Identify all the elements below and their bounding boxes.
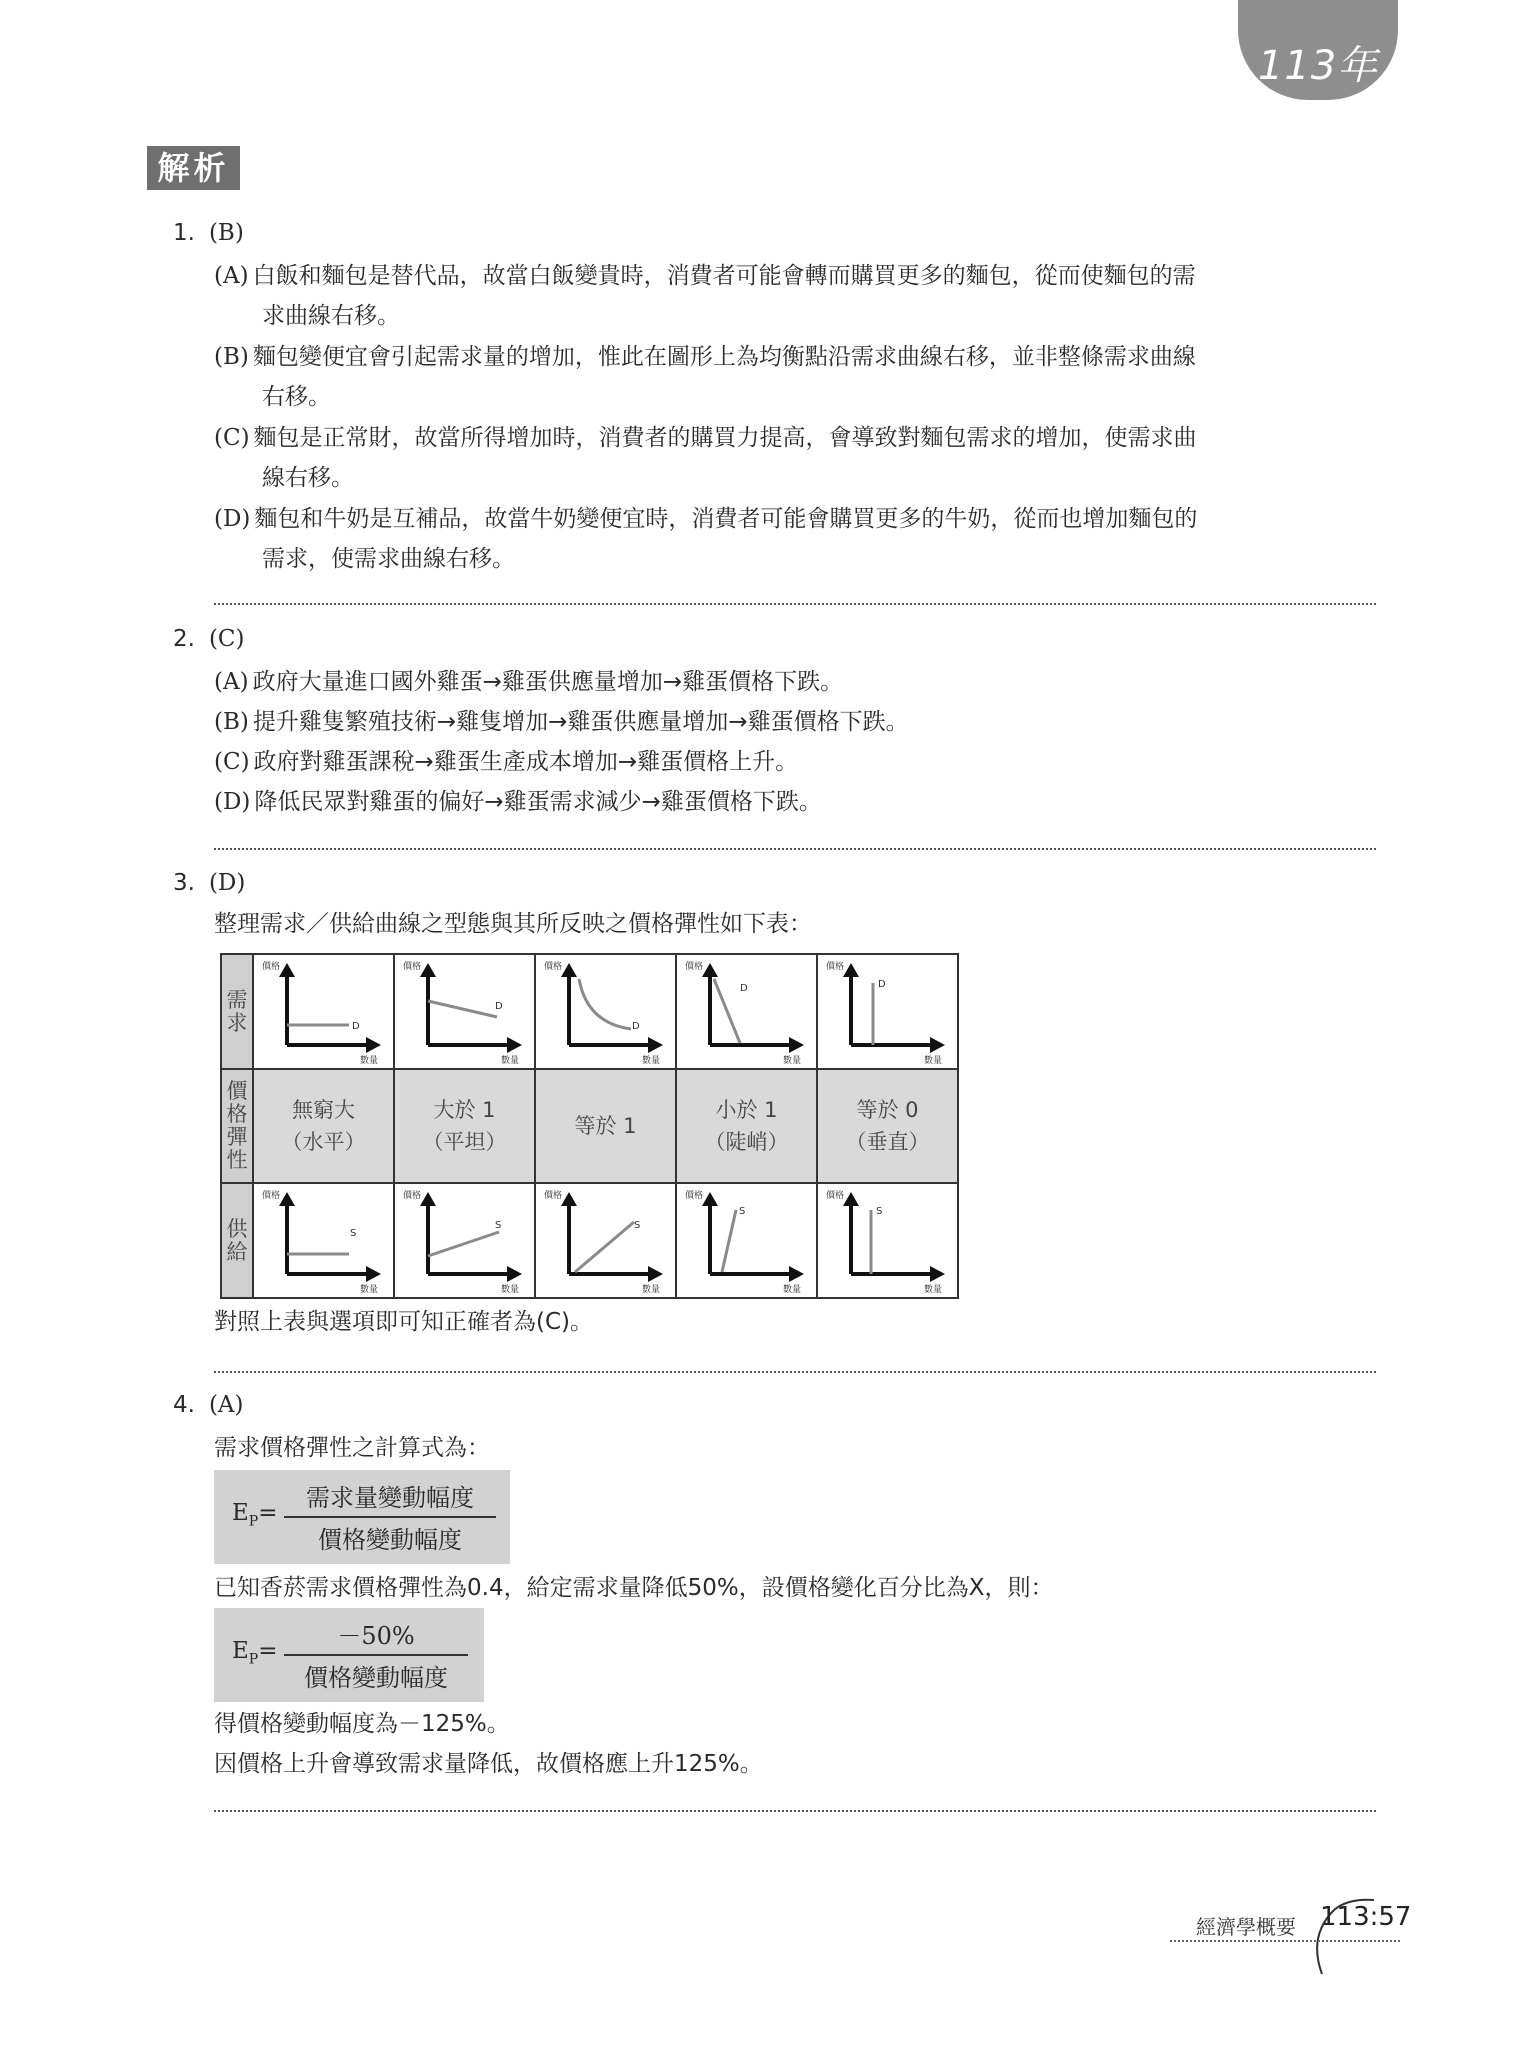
formula-box-1 — [214, 1470, 510, 1564]
axis-label-price: 價格 — [544, 962, 563, 972]
supply-curve-label: S — [350, 1228, 357, 1239]
axis-label-price: 價格 — [262, 962, 281, 972]
q1-option-d-line1: 麵包和牛奶是互補品，故當牛奶變便宜時，消費者可能會購買更多的牛奶，從而也增加麵包的 — [254, 506, 1198, 532]
axis-arrow — [648, 1037, 663, 1053]
table-row-demand — [221, 954, 958, 1069]
axis-label-quantity: 數量 — [501, 1285, 520, 1295]
axis-arrow — [507, 1037, 522, 1053]
axis-arrow — [930, 1037, 945, 1053]
axis-label-price: 價格 — [685, 962, 704, 972]
separator — [214, 1371, 1376, 1373]
footer-book-title: 經濟學概要 — [1196, 1915, 1296, 1939]
ep-symbol: $E_P=$ — [232, 1638, 278, 1668]
demand-curve-steep — [714, 979, 740, 1043]
page-number: 113:57 — [1320, 1902, 1412, 1932]
q1-option-b-label: (B) — [214, 344, 249, 370]
axis-arrow — [279, 963, 295, 977]
q1-answer: (B) — [208, 220, 244, 246]
axis-lines — [569, 1198, 656, 1274]
q1-option-d — [214, 499, 1376, 579]
axis-label-price: 價格 — [544, 1191, 563, 1201]
supply-graph-steep — [676, 1183, 817, 1298]
axis-arrow — [702, 963, 718, 977]
demand-graph-unit — [535, 954, 676, 1069]
q1-option-c — [214, 418, 1376, 498]
axis-arrow — [366, 1266, 381, 1282]
q3-conclusion: 對照上表與選項即可知正確者為(C)。 — [214, 1309, 594, 1335]
axis-lines — [851, 1198, 938, 1274]
q4-answer: (A) — [208, 1392, 244, 1418]
axis-arrow — [279, 1192, 295, 1206]
q2-option-a-text: 政府大量進口國外雞蛋→雞蛋供應量增加→雞蛋價格下跌。 — [252, 669, 844, 695]
axis-label-quantity: 數量 — [783, 1056, 802, 1066]
axis-arrow — [930, 1266, 945, 1282]
axis-label-quantity: 數量 — [360, 1285, 379, 1295]
supply-graph-flat — [394, 1183, 535, 1298]
q3-heading — [173, 870, 245, 896]
axis-label-quantity: 數量 — [501, 1056, 520, 1066]
q1-option-b — [214, 337, 1376, 417]
footer-dotted-line — [1170, 1940, 1400, 1942]
q1-option-c-label: (C) — [214, 425, 250, 451]
axis-arrow — [420, 1192, 436, 1206]
axis-arrow — [561, 1192, 577, 1206]
ep-symbol: $E_P=$ — [232, 1500, 278, 1530]
q1-option-d-line2: 需求，使需求曲線右移。 — [262, 546, 515, 572]
demand-curve-label: D — [495, 1001, 503, 1012]
q1-option-b-line1: 麵包變便宜會引起需求量的增加，惟此在圖形上為均衡點沿需求曲線右移，並非整條需求曲線 — [252, 344, 1196, 370]
axis-arrow — [843, 1192, 859, 1206]
supply-graph-vertical — [817, 1183, 958, 1298]
q2-heading — [173, 626, 245, 652]
q2-option-c — [214, 742, 798, 782]
demand-graph-vertical — [817, 954, 958, 1069]
fraction-bar — [284, 1516, 496, 1518]
axis-arrow — [843, 963, 859, 977]
supply-curve-steep — [722, 1210, 736, 1272]
axis-arrow — [789, 1266, 804, 1282]
axis-label-price: 價格 — [826, 962, 845, 972]
demand-curve-label: D — [740, 983, 748, 994]
demand-graph-horizontal — [253, 954, 394, 1069]
q3-number: 3. — [173, 870, 195, 896]
axis-lines — [569, 969, 656, 1045]
separator — [214, 1810, 1376, 1812]
formula1-numerator: 需求量變動幅度 — [306, 1484, 474, 1512]
q2-option-c-label: (C) — [214, 749, 250, 775]
axis-label-price: 價格 — [403, 1191, 422, 1201]
demand-curve-label: D — [352, 1021, 360, 1032]
demand-graph-flat — [394, 954, 535, 1069]
axis-label-quantity: 數量 — [360, 1056, 379, 1066]
q2-option-d-label: (D) — [214, 789, 251, 815]
axis-arrow — [507, 1266, 522, 1282]
supply-curve-label: S — [739, 1206, 746, 1217]
axis-lines — [851, 969, 938, 1045]
table-row-supply — [221, 1183, 958, 1298]
row-header-supply: 供給 — [221, 1183, 253, 1298]
axis-arrow — [561, 963, 577, 977]
fraction-bar — [284, 1654, 468, 1656]
supply-graph-horizontal — [253, 1183, 394, 1298]
axis-label-quantity: 數量 — [783, 1285, 802, 1295]
q2-option-a-label: (A) — [214, 669, 249, 695]
q1-option-a-line1: 白飯和麵包是替代品，故當白飯變貴時，消費者可能會轉而購買更多的麵包，從而使麵包的需 — [252, 263, 1196, 289]
q2-answer: (C) — [208, 626, 245, 652]
axis-arrow — [702, 1192, 718, 1206]
formula2-numerator: －50% — [337, 1622, 415, 1650]
q1-option-d-label: (D) — [214, 506, 251, 532]
axis-label-quantity: 數量 — [642, 1285, 661, 1295]
q1-option-c-line2: 線右移。 — [262, 465, 354, 491]
q1-option-a — [214, 256, 1376, 336]
demand-graph-steep — [676, 954, 817, 1069]
q1-option-a-label: (A) — [214, 263, 249, 289]
elasticity-table — [220, 953, 959, 1299]
section-title: 解析 — [147, 146, 240, 190]
demand-curve-label: D — [632, 1021, 640, 1032]
q2-option-d — [214, 782, 822, 822]
axis-arrow — [648, 1266, 663, 1282]
row-header-demand: 需求 — [221, 954, 253, 1069]
axis-lines — [428, 1198, 515, 1274]
axis-lines — [287, 969, 374, 1045]
axis-arrow — [420, 963, 436, 977]
q3-answer: (D) — [208, 870, 246, 896]
elasticity-cell: 等於 0 （垂直） — [817, 1069, 958, 1183]
q1-number: 1. — [173, 220, 195, 246]
demand-curve-flat — [428, 1001, 497, 1017]
q2-option-b-text: 提升雞隻繁殖技術→雞隻增加→雞蛋供應量增加→雞蛋價格下跌。 — [252, 709, 909, 735]
q3-intro: 整理需求／供給曲線之型態與其所反映之價格彈性如下表： — [214, 911, 812, 937]
q2-option-c-text: 政府對雞蛋課稅→雞蛋生產成本增加→雞蛋價格上升。 — [253, 749, 799, 775]
separator — [214, 848, 1376, 850]
q4-heading — [173, 1392, 244, 1418]
formula2-denominator: 價格變動幅度 — [304, 1664, 448, 1692]
axis-label-price: 價格 — [826, 1191, 845, 1201]
q4-result-2: 因價格上升會導致需求量降低，故價格應上升125%。 — [214, 1751, 763, 1777]
q1-option-c-line1: 麵包是正常財，故當所得增加時，消費者的購買力提高，會導致對麵包需求的增加，使需求曲 — [253, 425, 1197, 451]
q4-number: 4. — [173, 1392, 195, 1418]
elasticity-cell: 大於 1 （平坦） — [394, 1069, 535, 1183]
demand-curve-unit — [579, 979, 631, 1029]
axis-label-quantity: 數量 — [924, 1285, 943, 1295]
q2-number: 2. — [173, 626, 195, 652]
axis-arrow — [789, 1037, 804, 1053]
axis-label-price: 價格 — [403, 962, 422, 972]
q4-given: 已知香菸需求價格彈性為0.4，給定需求量降低50%，設價格變化百分比為X，則： — [214, 1575, 1054, 1601]
supply-curve-flat — [428, 1232, 499, 1256]
q2-option-a — [214, 662, 843, 702]
axis-label-quantity: 數量 — [924, 1056, 943, 1066]
supply-curve-label: S — [876, 1206, 883, 1217]
row-header-elasticity: 價格彈性 — [221, 1069, 253, 1183]
table-row-elasticity — [221, 1069, 958, 1183]
q1-option-a-line2: 求曲線右移。 — [262, 303, 400, 329]
supply-curve-label: S — [634, 1220, 641, 1231]
elasticity-cell: 小於 1 （陡峭） — [676, 1069, 817, 1183]
q4-formula-intro: 需求價格彈性之計算式為： — [214, 1435, 490, 1461]
year-tab — [1238, 0, 1398, 100]
demand-curve-label: D — [878, 979, 886, 990]
q1-heading — [173, 220, 244, 246]
separator — [214, 603, 1376, 605]
axis-arrow — [366, 1037, 381, 1053]
axis-lines — [710, 969, 797, 1045]
axis-label-price: 價格 — [262, 1191, 281, 1201]
year-label: 113年 — [1257, 43, 1379, 89]
q2-option-d-text: 降低民眾對雞蛋的偏好→雞蛋需求減少→雞蛋價格下跌。 — [254, 789, 822, 815]
axis-label-quantity: 數量 — [642, 1056, 661, 1066]
elasticity-cell: 等於 1 — [535, 1069, 676, 1183]
q1-option-b-line2: 右移。 — [262, 384, 331, 410]
axis-lines — [287, 1198, 374, 1274]
q2-option-b — [214, 702, 909, 742]
supply-curve-label: S — [495, 1220, 502, 1231]
supply-graph-unit — [535, 1183, 676, 1298]
supply-curve-unit — [575, 1222, 634, 1272]
q4-result-1: 得價格變動幅度為－125%。 — [214, 1711, 510, 1737]
q2-option-b-label: (B) — [214, 709, 249, 735]
formula1-denominator: 價格變動幅度 — [318, 1526, 462, 1554]
elasticity-cell: 無窮大 （水平） — [253, 1069, 394, 1183]
formula-box-2 — [214, 1608, 484, 1702]
axis-label-price: 價格 — [685, 1191, 704, 1201]
